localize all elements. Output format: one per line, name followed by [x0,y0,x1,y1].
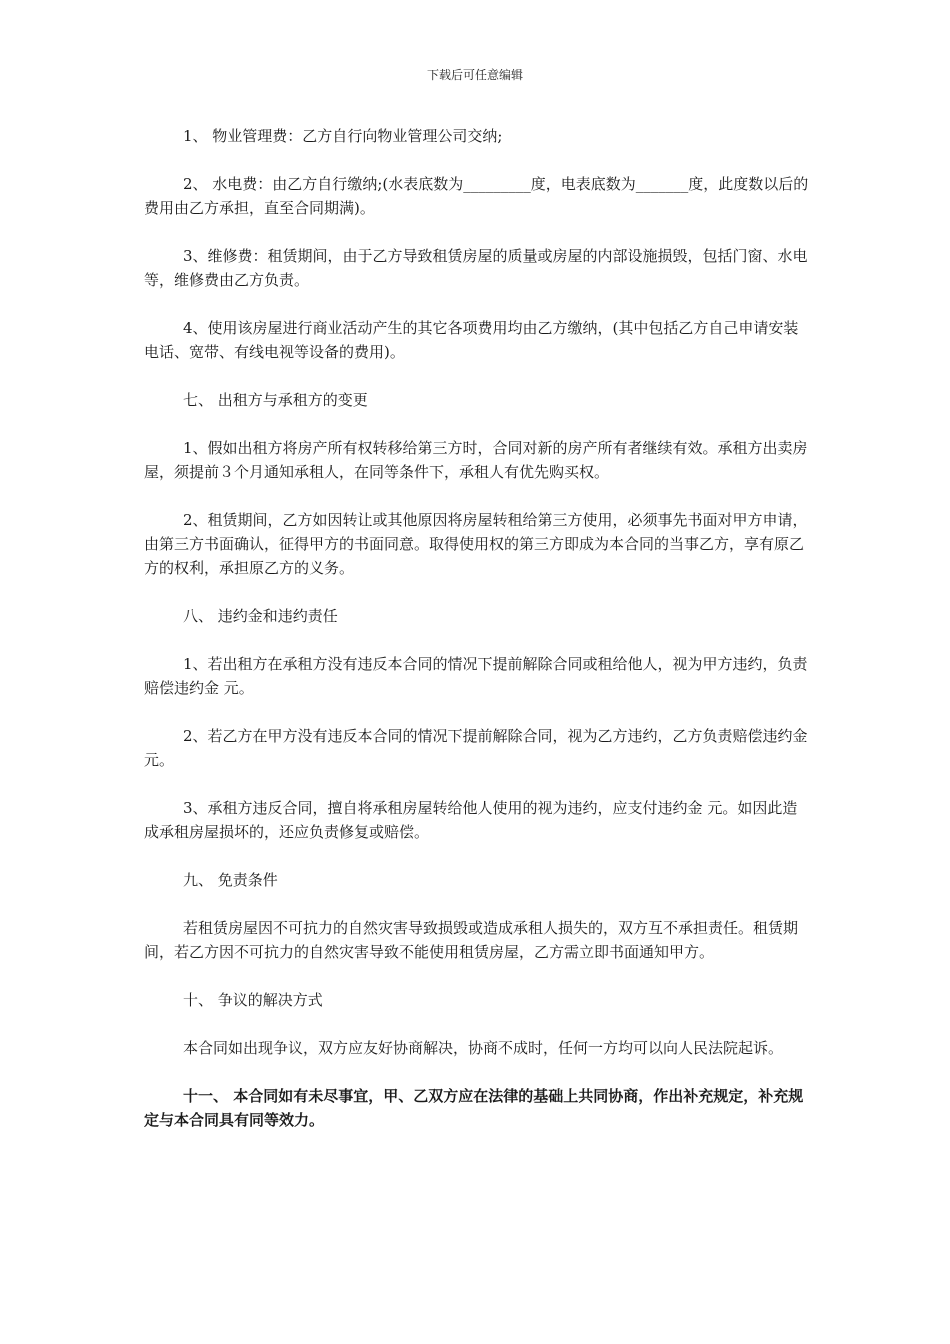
clause-utilities: 2、 水电费：由乙方自行缴纳;(水表底数为_________度，电表底数为_______度，此度数以后的费用由乙方承担，直至合同期满)。 [144,175,809,217]
clause-property-fee: 1、 物业管理费：乙方自行向物业管理公司交纳; [183,127,503,145]
page-header: 下载后可任意编辑 [426,68,523,82]
section-heading-7: 七、 出租方与承租方的变更 [183,391,368,409]
section-heading-8: 八、 违约金和违约责任 [183,607,338,625]
clause-lessee-breach: 2、若乙方在甲方没有违反本合同的情况下提前解除合同，视为乙方违约，乙方负责赔偿违约金 元。 [144,727,808,769]
section-heading-10: 十、 争议的解决方式 [183,991,323,1009]
document-body [144,124,810,1156]
clause-sublease: 2、租赁期间，乙方如因转让或其他原因将房屋转租给第三方使用，必须事先书面对甲方申请，由第三方书面确认，征得甲方的书面同意。取得使用权的第三方即成为本合同的当事乙方，享有原乙方的权利，承担原乙方的义务。 [144,511,808,577]
clause-force-majeure: 若租赁房屋因不可抗力的自然灾害导致损毁或造成承租人损失的，双方互不承担责任。租赁期间，若乙方因不可抗力的自然灾害导致不能使用租赁房屋，乙方需立即书面通知甲方。 [144,919,799,961]
clause-repair: 3、维修费：租赁期间，由于乙方导致租赁房屋的质量或房屋的内部设施损毁，包括门窗、水电等，维修费由乙方负责。 [144,247,808,289]
clause-unauthorized-sublease: 3、承租方违反合同，擅自将承租房屋转给他人使用的视为违约，应支付违约金 元。如因此造成承租房屋损坏的，还应负责修复或赔偿。 [144,799,798,841]
clause-ownership-transfer: 1、假如出租方将房产所有权转移给第三方时，合同对新的房产所有者继续有效。承租方出卖房屋，须提前３个月通知承租人，在同等条件下，承租人有优先购买权。 [144,439,808,481]
clause-lessor-breach: 1、若出租方在承租方没有违反本合同的情况下提前解除合同或租给他人，视为甲方违约，负责赔偿违约金 元。 [144,655,808,697]
clause-dispute: 本合同如出现争议，双方应友好协商解决，协商不成时，任何一方均可以向人民法院起诉。 [183,1039,784,1057]
clause-other-fees: 4、使用该房屋进行商业活动产生的其它各项费用均由乙方缴纳，(其中包括乙方自己申请安装电话、宽带、有线电视等设备的费用)。 [144,319,799,361]
section-heading-9: 九、 免责条件 [183,871,278,889]
clause-supplementary: 十一、 本合同如有未尽事宜，甲、乙双方应在法律的基础上共同协商，作出补充规定，补充规定与本合同具有同等效力。 [144,1087,804,1129]
